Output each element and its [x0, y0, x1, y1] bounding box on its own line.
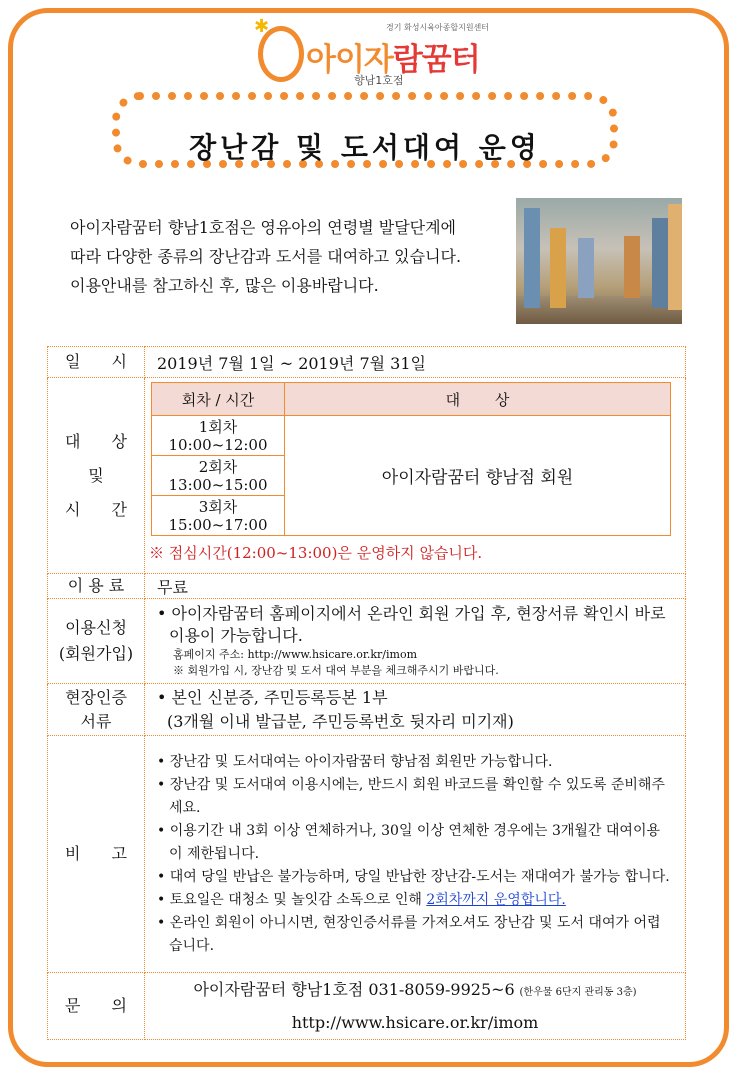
- lunch-note: ※ 점심시간(12:00~13:00)은 운영하지 않습니다.: [149, 544, 483, 562]
- title-box: [112, 92, 618, 168]
- value-docs: • 본인 신분증, 주민등록등본 1부 (3개월 이내 발급분, 주민등록번호 뒷자리 미기재): [145, 684, 686, 736]
- logo-face-icon: [258, 26, 304, 82]
- label-target: 대 상 및 시 간: [48, 378, 145, 574]
- value-fee: 무료: [145, 574, 686, 599]
- page-title: 장난감 및 도서대여 운영: [189, 131, 541, 164]
- value-apply: [145, 599, 686, 684]
- header-session: 회차 / 시간: [152, 383, 285, 416]
- note-item: • 이용기간 내 3회 이상 연체하거나, 30일 이상 연체한 경우에는 3개월간 대여이용이 제한됩니다.: [157, 822, 661, 862]
- session-1: 1회차 10:00~12:00: [152, 416, 285, 456]
- session-2: 2회차 13:00~15:00: [152, 456, 285, 496]
- logo-name: 아이자람꿈터: [306, 42, 480, 78]
- logo-center-name: 경기 화성시육아종합지원센터: [386, 23, 490, 32]
- star-icon: ✱: [254, 16, 270, 37]
- label-apply: 이용신청 (회원가입): [48, 599, 145, 684]
- note-item: • 온라인 회원이 아니시면, 현장인증서류를 가져오셔도 장난감 및 도서 대여가 어렵습니다.: [157, 914, 661, 954]
- row-notes: [48, 736, 686, 973]
- label-contact: 문 의: [48, 973, 145, 1040]
- logo: [254, 16, 498, 88]
- contact-phone: 아이자람꿈터 향남1호점 031-8059-9925~6: [193, 979, 515, 999]
- row-target: [48, 378, 686, 574]
- logo-branch: 향남1호점: [354, 74, 404, 87]
- intro-line: 이용안내를 참고하신 후, 많은 이용바랍니다.: [70, 276, 379, 295]
- info-table: [47, 346, 686, 1040]
- intro-line: 따라 다양한 종류의 장난감과 도서를 대여하고 있습니다.: [70, 247, 462, 266]
- note-item: • 대여 당일 반납은 불가능하며, 당일 반납한 장난감-도서는 재대여가 불가능 합니다.: [157, 868, 670, 885]
- note-item: • 장난감 및 도서대여는 아이자람꿈터 향남점 회원만 가능합니다.: [157, 753, 553, 770]
- row-fee: [48, 574, 686, 599]
- contact-url[interactable]: http://www.hsicare.or.kr/imom: [291, 1012, 539, 1032]
- contact-location: (한우물 6단지 관리동 3층): [519, 986, 637, 998]
- intro-line: 아이자람꿈터 향남1호점은 영유아의 연령별 발달단계에: [70, 218, 457, 237]
- row-date: [48, 347, 686, 378]
- row-docs: [48, 684, 686, 736]
- row-apply: [48, 599, 686, 684]
- session-table: [151, 382, 671, 536]
- saturday-link: 2회차까지 운영합니다.: [426, 891, 566, 908]
- label-notes: 비 고: [48, 736, 145, 973]
- apply-main: • 아이자람꿈터 홈페이지에서 온라인 회원 가입 후, 현장서류 확인시 바로 이용이 가능합니다.: [157, 604, 666, 645]
- homepage-address: 홈페이지 주소: http://www.hsicare.or.kr/imom: [173, 648, 418, 661]
- row-contact: [48, 973, 686, 1040]
- intro-text: [70, 213, 510, 300]
- note-item-saturday: • 토요일은 대청소 및 놀잇감 소독으로 인해 2회차까지 운영합니다.: [157, 891, 566, 908]
- label-fee: 이 용 료: [48, 574, 145, 599]
- value-contact: [145, 973, 686, 1040]
- note-item: • 장난감 및 도서대여 이용시에는, 반드시 회원 바코드를 확인할 수 있도록 준비해주세요.: [157, 776, 665, 816]
- target-cell: [145, 378, 686, 574]
- library-photo: [516, 198, 682, 324]
- value-date: 2019년 7월 1일 ~ 2019년 7월 31일: [145, 347, 686, 378]
- label-docs: 현장인증 서류: [48, 684, 145, 736]
- session-3: 3회차 15:00~17:00: [152, 496, 285, 536]
- label-date: 일 시: [48, 347, 145, 378]
- target-value: 아이자람꿈터 향남점 회원: [285, 416, 671, 536]
- value-notes: [145, 736, 686, 973]
- header-target: 대 상: [285, 383, 671, 416]
- check-note: ※ 회원가입 시, 장난감 및 도서 대여 부분을 체크해주시기 바랍니다.: [173, 664, 499, 677]
